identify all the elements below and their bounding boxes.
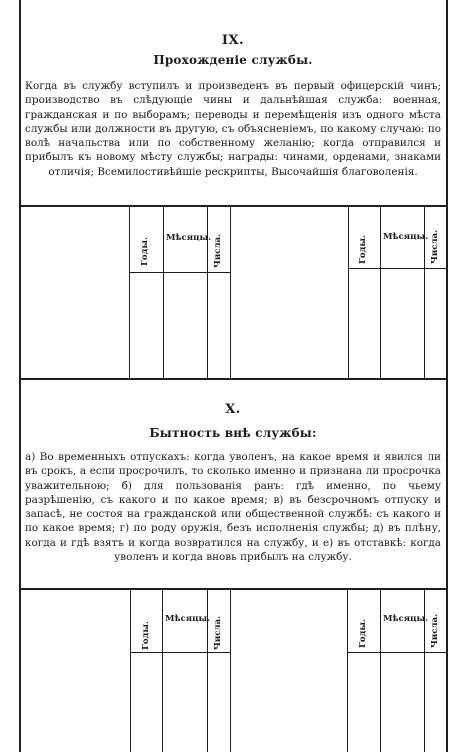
column-months-label: Мѣсяцы. xyxy=(383,614,429,624)
column-months-label: Мѣсяцы. xyxy=(166,233,212,243)
table-line xyxy=(129,206,130,378)
column-years-label: Годы. xyxy=(358,619,368,648)
column-years-label: Годы. xyxy=(141,621,151,650)
table-line xyxy=(162,589,163,752)
section-ix-table-top-rule xyxy=(19,205,448,207)
column-years-label: Годы. xyxy=(358,235,368,264)
column-days-label: Числа. xyxy=(430,613,440,648)
column-months-label: Мѣсяцы. xyxy=(165,614,211,624)
section-x-title: Бытность внѣ службы: xyxy=(149,426,317,440)
section-ix-table-bottom-rule xyxy=(19,378,448,380)
table-line xyxy=(129,272,230,273)
table-line xyxy=(380,206,381,378)
table-line xyxy=(380,589,381,752)
table-line xyxy=(130,652,230,653)
section-ix-number: IX. xyxy=(221,33,245,48)
column-days-label: Числа. xyxy=(213,615,223,650)
section-ix-title: Прохожденіе службы. xyxy=(153,53,313,67)
table-line xyxy=(130,589,131,752)
section-ix-text: Когда въ службу вступилъ и произведенъ въ первый офицерскій чинъ; производство въ слѣдующіе чины и дальнѣйшая служба: военная, гражданская и по выборамъ; переводы и перемѣщенія изъ одного мѣста службы или должности въ другую, съ объясненіемъ, по какому случаю: по волѣ начальства или по собственному желанію; когда отправился и прибылъ къ новому мѣсту службы; награды: чинами, орденами, знаками отличія; Всемилостивѣйшіе рескрипты, Высочайшія благоволенія. xyxy=(25,80,441,178)
section-x-table-top-rule xyxy=(19,588,448,590)
table-line xyxy=(230,206,231,378)
table-line xyxy=(348,206,349,378)
table-line xyxy=(163,206,164,378)
column-years-label: Годы. xyxy=(140,237,150,266)
section-x-number: X. xyxy=(225,402,241,417)
table-line xyxy=(347,652,447,653)
column-days-label: Числа. xyxy=(213,233,223,268)
table-line xyxy=(348,268,447,269)
column-months-label: Мѣсяцы. xyxy=(383,232,429,242)
table-line xyxy=(207,206,208,378)
column-days-label: Числа. xyxy=(430,229,440,264)
table-line xyxy=(347,589,348,752)
section-x-text: а) Во временныхъ отпускахъ: когда уволенъ, на какое время и явился ли въ срокъ, а если просрочилъ, то сколько именно и признана ли просрочка уважительною; б) для пользованія ранъ: гдѣ именно, по чьему разрѣшенію, съ какого и по какое время; в) въ безсрочномъ отпуску и запасѣ, не состоя на гражданской или общественной службѣ: съ какого и по какое время; г) по роду оружія, безъ исполненія службы; д) въ плѣну, когда и гдѣ взятъ и когда возвратился на службу, и е) въ отставкѣ: когда уволенъ и когда вновь прибылъ на службу. xyxy=(25,451,441,564)
table-line xyxy=(230,589,231,752)
